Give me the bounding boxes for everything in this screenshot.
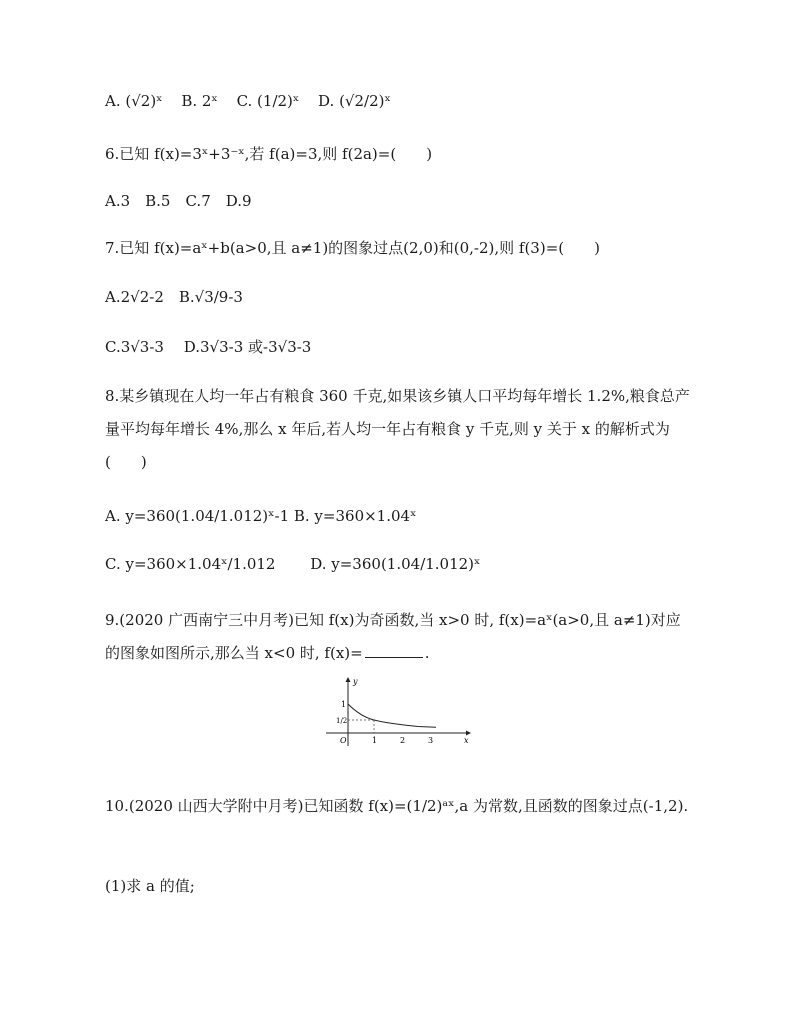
tick-label-x-3: 3	[428, 736, 434, 745]
q9-stem	[105, 604, 695, 670]
answer-blank	[365, 643, 423, 658]
q8-options-ab: A. y=360(1.04/1.012)ˣ-1 B. y=360×1.04ˣ	[105, 507, 417, 525]
q5-option-b: B. 2ˣ	[181, 92, 218, 110]
x-axis-arrow	[466, 731, 471, 736]
q5-option-a: A. (√2)ˣ	[105, 92, 163, 110]
tick-label-y-half: 1/2	[336, 717, 348, 725]
q5-option-c: C. (1/2)ˣ	[236, 92, 300, 110]
q10-stem: 10.(2020 山西大学附中月考)已知函数 f(x)=(1/2)ᵃˣ,a 为常数,且函数的图象过点(-1,2).	[105, 797, 689, 815]
tick-label-x-1: 1	[372, 736, 378, 745]
q6-stem: 6.已知 f(x)=3ˣ+3⁻ˣ,若 f(a)=3,则 f(2a)=( )	[105, 145, 433, 163]
q7-options-ab: A.2√2-2 B.√3/9-3	[105, 288, 243, 306]
q5-option-d: D. (√2/2)ˣ	[318, 92, 391, 110]
q8-stem: 8.某乡镇现在人均一年占有粮食 360 千克,如果该乡镇人口平均每年增长 1.2%,粮食总产量平均每年增长 4%,那么 x 年后,若人均一年占有粮食 y 千克,则 y 关于 x 的解析式为( )	[105, 387, 690, 471]
exponential-curve	[348, 704, 436, 727]
tick-label-y-1: 1	[341, 700, 347, 709]
q6-options: A.3 B.5 C.7 D.9	[105, 192, 252, 210]
q8-options-cd: C. y=360×1.04ˣ/1.012 D. y=360(1.04/1.012)ˣ	[105, 555, 481, 573]
q9-stem-end: .	[424, 644, 430, 662]
axis-label-y: y	[353, 677, 358, 686]
q7-options-cd: C.3√3-3 D.3√3-3 或-3√3-3	[105, 338, 312, 356]
origin-label: O	[340, 736, 347, 745]
q10-part1: (1)求 a 的值;	[105, 877, 195, 895]
tick-label-x-2: 2	[400, 736, 406, 745]
q7-stem: 7.已知 f(x)=aˣ+b(a>0,且 a≠1)的图象过点(2,0)和(0,-2),则 f(3)=( )	[105, 239, 600, 257]
q9-graph	[322, 676, 472, 748]
q9-stem-text: 9.(2020 广西南宁三中月考)已知 f(x)为奇函数,当 x>0 时, f(x)=aˣ(a>0,且 a≠1)对应的图象如图所示,那么当 x<0 时, f(x)=	[105, 611, 681, 662]
q5-options	[105, 90, 405, 112]
axis-label-x: x	[464, 736, 469, 745]
y-axis-arrow	[346, 677, 351, 682]
